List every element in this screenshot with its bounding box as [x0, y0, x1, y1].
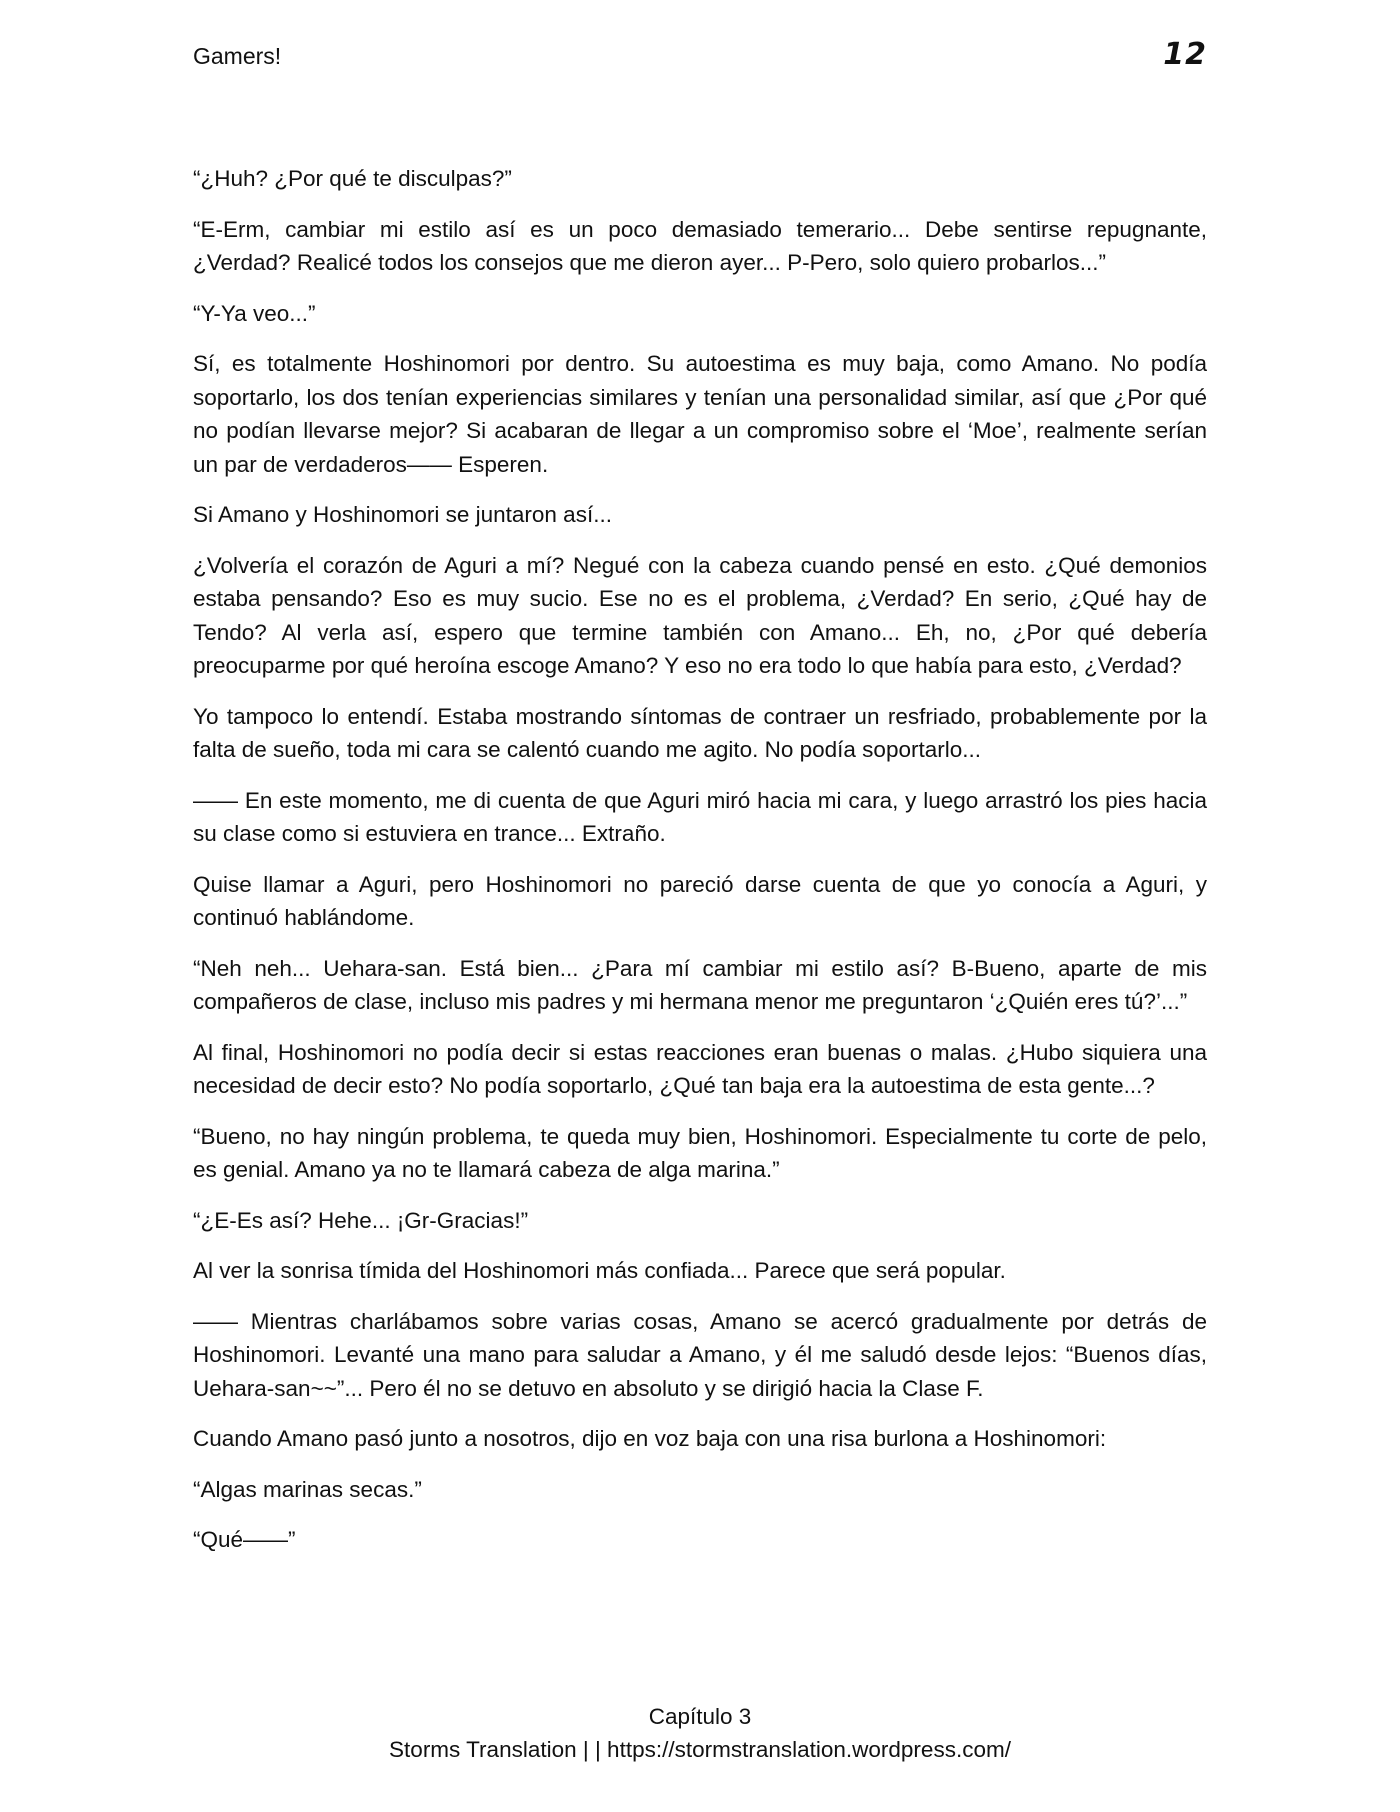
paragraph: Cuando Amano pasó junto a nosotros, dijo en voz baja con una risa burlona a Hoshinomori: — [193, 1426, 1107, 1451]
paragraph: Al ver la sonrisa tímida del Hoshinomori más confiada... Parece que será popular. — [193, 1258, 1006, 1283]
paragraph: —— En este momento, me di cuenta de que Aguri miró hacia mi cara, y luego arrastró los pies hacia su clase como si estuviera en trance... Extraño. — [193, 787, 1207, 846]
paragraph: Quise llamar a Aguri, pero Hoshinomori no pareció darse cuenta de que yo conocía a Aguri, y continuó hablándome. — [193, 871, 1207, 930]
page-footer — [0, 1700, 1400, 1766]
paragraph: “¿E-Es así? Hehe... ¡Gr-Gracias!” — [193, 1207, 529, 1233]
paragraph: Al final, Hoshinomori no podía decir si estas reacciones eran buenas o malas. ¿Hubo siquiera una necesidad de decir esto? No podía soportarlo, ¿Qué tan baja era la autoestima de esta gente...? — [193, 1039, 1207, 1098]
paragraph: “¿Huh? ¿Por qué te disculpas?” — [193, 166, 512, 191]
paragraph: “Y-Ya veo...” — [193, 300, 316, 326]
document-body — [193, 162, 1207, 1574]
paragraph: “Bueno, no hay ningún problema, te queda muy bien, Hoshinomori. Especialmente tu corte de pelo, es genial. Amano ya no te llamará cabeza de alga marina.” — [193, 1123, 1207, 1182]
footer-credit: Storms Translation | | https://stormstranslation.wordpress.com/ — [389, 1737, 1011, 1762]
paragraph: “Algas marinas secas.” — [193, 1476, 422, 1502]
paragraph: “E-Erm, cambiar mi estilo así es un poco demasiado temerario... Debe sentirse repugnante, ¿Verdad? Realicé todos los consejos que me dieron ayer... P-Pero, solo quiero probarlos...” — [193, 216, 1207, 275]
paragraph: Sí, es totalmente Hoshinomori por dentro. Su autoestima es muy baja, como Amano. No podía soportarlo, los dos tenían experiencias similares y tenían una personalidad similar, así que ¿Por qué no podían llevarse mejor? Si acabaran de llegar a un compromiso sobre el ‘Moe’, realmente serían un par de verdaderos—— Esperen. — [193, 351, 1207, 477]
page-number: 12 — [1163, 37, 1207, 72]
document-title: Gamers! — [193, 43, 282, 69]
paragraph: “Qué——” — [193, 1527, 296, 1552]
paragraph: ¿Volvería el corazón de Aguri a mí? Negué con la cabeza cuando pensé en esto. ¿Qué demonios estaba pensando? Eso es muy sucio. Ese no es el problema, ¿Verdad? En serio, ¿Qué hay de Tendo? Al verla así, espero que termine también con Amano... Eh, no, ¿Por qué debería preocuparme por qué heroína escoge Amano? Y eso no era todo lo que había para esto, ¿Verdad? — [193, 552, 1207, 678]
paragraph: Yo tampoco lo entendí. Estaba mostrando síntomas de contraer un resfriado, probablemente por la falta de sueño, toda mi cara se calentó cuando me agito. No podía soportarlo... — [193, 703, 1207, 762]
paragraph: “Neh neh... Uehara-san. Está bien... ¿Para mí cambiar mi estilo así? B-Bueno, aparte de mis compañeros de clase, incluso mis padres y mi hermana menor me preguntaron ‘¿Quién eres tú?’...” — [193, 955, 1207, 1014]
footer-chapter: Capítulo 3 — [648, 1704, 752, 1729]
paragraph: —— Mientras charlábamos sobre varias cosas, Amano se acercó gradualmente por detrás de Hoshinomori. Levanté una mano para saludar a Amano, y él me saludó desde lejos: “Buenos días, Uehara-san~~”... Pero él no se detuvo en absoluto y se dirigió hacia la Clase F. — [193, 1308, 1207, 1401]
paragraph: Si Amano y Hoshinomori se juntaron así... — [193, 502, 612, 527]
